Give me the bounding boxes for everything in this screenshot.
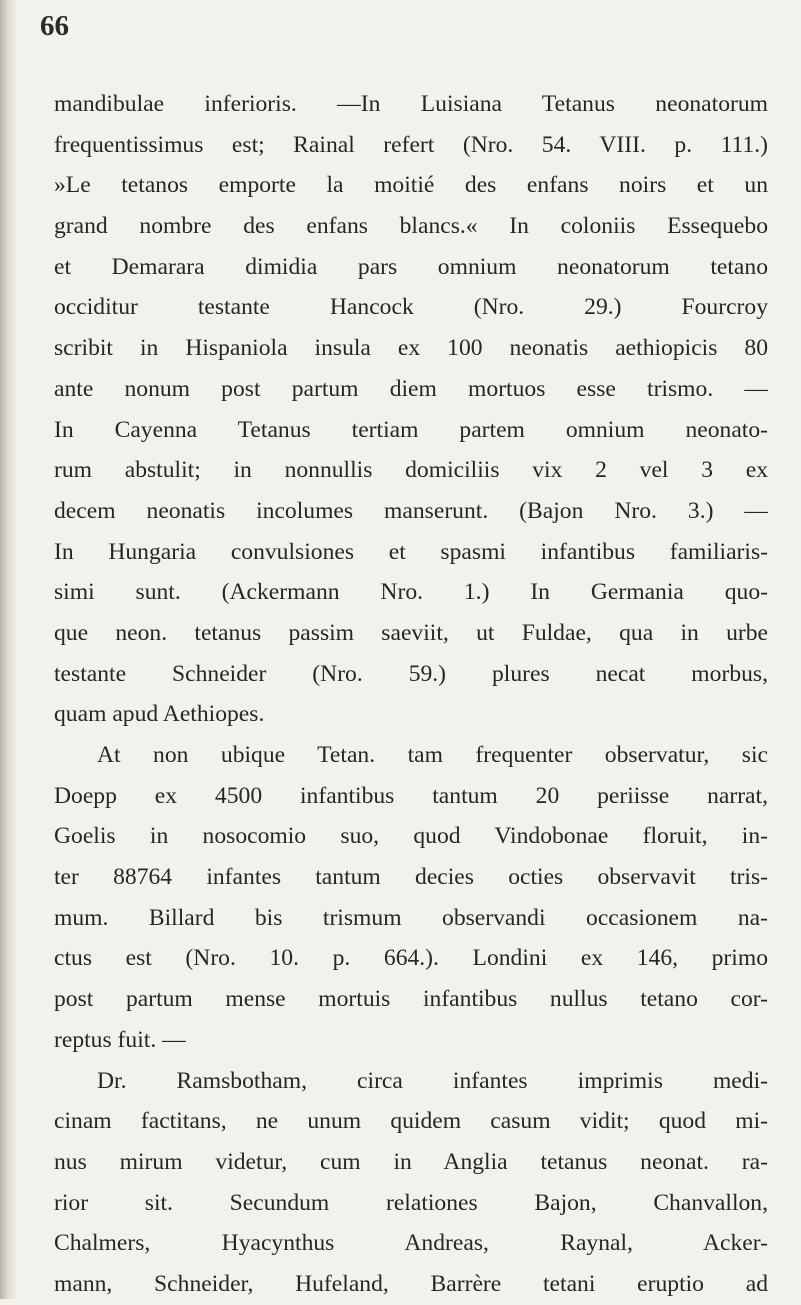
text-line: Dr. Ramsbotham, circa infantes imprimis medi-	[97, 1067, 768, 1094]
page-number: 66	[40, 10, 69, 42]
text-line: Goelis in nosocomio suo, quod Vindobonae floruit, in-	[54, 823, 768, 850]
text-line: que neon. tetanus passim saeviit, ut Fuldae, qua in urbe	[54, 619, 768, 646]
text-line: In Hungaria convulsiones et spasmi infantibus familiaris-	[54, 538, 768, 565]
body-text	[54, 84, 768, 1305]
text-line: testante Schneider (Nro. 59.) plures necat morbus,	[54, 660, 768, 687]
text-line: grand nombre des enfans blancs.« In coloniis Essequebo	[54, 213, 768, 240]
text-line: ctus est (Nro. 10. p. 664.). Londini ex 146, primo	[54, 945, 768, 972]
text-line: decem neonatis incolumes manserunt. (Bajon Nro. 3.) —	[54, 497, 768, 524]
text-line: mum. Billard bis trismum observandi occasionem na-	[54, 904, 768, 931]
text-line: post partum mense mortuis infantibus nullus tetano cor-	[54, 986, 768, 1013]
text-line: simi sunt. (Ackermann Nro. 1.) In Germania quo-	[54, 579, 768, 606]
text-line: mandibulae inferioris. —In Luisiana Tetanus neonatorum	[54, 91, 768, 117]
text-line: ter 88764 infantes tantum decies octies observavit tris-	[54, 864, 768, 891]
text-line: reptus fuit. —	[54, 1026, 186, 1053]
text-line: »Le tetanos emporte la moitié des enfans noirs et un	[54, 172, 768, 199]
text-line: frequentissimus est; Rainal refert (Nro. 54. VIII. p. 111.)	[54, 131, 768, 158]
text-line: rum abstulit; in nonnullis domiciliis vix 2 vel 3 ex	[54, 457, 768, 484]
text-line: et Demarara dimidia pars omnium neonatorum tetano	[54, 253, 768, 280]
text-line: nus mirum videtur, cum in Anglia tetanus neonat. ra-	[54, 1148, 768, 1175]
page-edge-shadow	[0, 0, 16, 1299]
text-line: quam apud Aethiopes.	[54, 701, 265, 728]
text-line: scribit in Hispaniola insula ex 100 neonatis aethiopicis 80	[54, 335, 768, 362]
text-line: Doepp ex 4500 infantibus tantum 20 periisse narrat,	[54, 782, 768, 809]
text-line: occiditur testante Hancock (Nro. 29.) Fourcroy	[54, 294, 768, 321]
text-line: rior sit. Secundum relationes Bajon, Chanvallon,	[54, 1189, 768, 1216]
text-line: At non ubique Tetan. tam frequenter observatur, sic	[97, 742, 768, 768]
text-line: cinam factitans, ne unum quidem casum vidit; quod mi-	[54, 1108, 768, 1135]
text-line: ante nonum post partum diem mortuos esse trismo. —	[54, 375, 768, 402]
text-line: In Cayenna Tetanus tertiam partem omnium neonato-	[54, 416, 768, 443]
text-line: mann, Schneider, Hufeland, Barrère tetani eruptio ad	[54, 1270, 768, 1297]
text-line: Chalmers, Hyacynthus Andreas, Raynal, Acker-	[54, 1230, 768, 1257]
